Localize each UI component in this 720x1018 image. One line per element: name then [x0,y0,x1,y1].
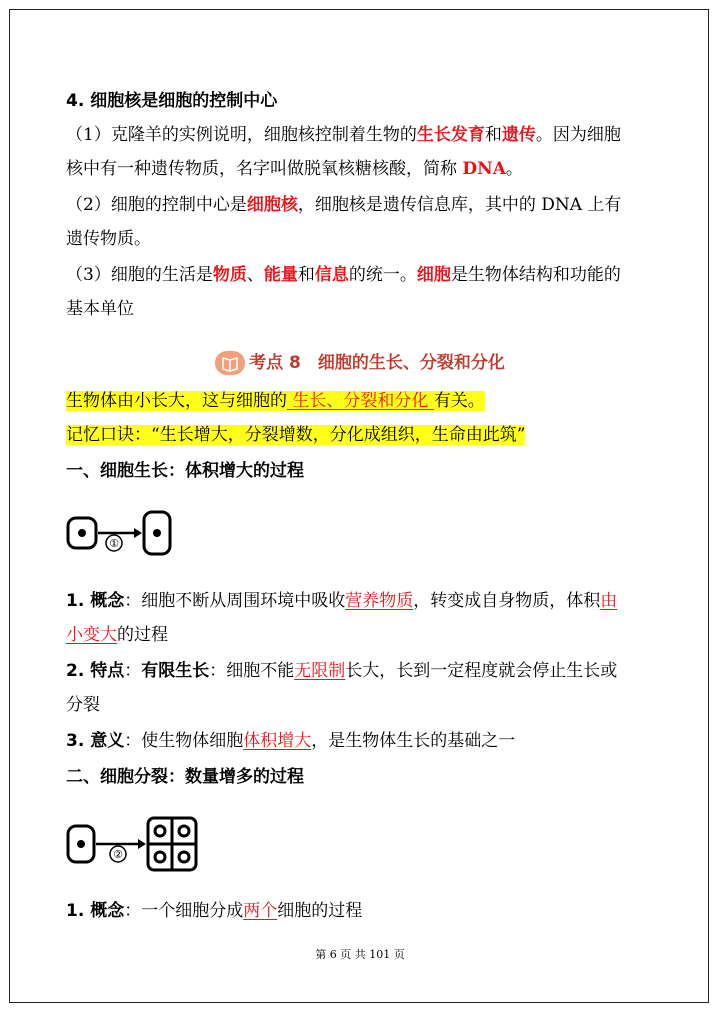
nucleus [155,826,165,836]
text: 有关。 [433,391,485,411]
label: 有限生长 [141,661,210,681]
text: ：一个细胞分成 [124,901,244,921]
item4-p2-line2: 遗传物质。 [66,229,151,249]
arrow-head [138,839,146,849]
underlined-answer: 体积增大 [243,731,312,751]
text: （2）细胞的控制中心是 [66,195,247,215]
kaodian-title-text: 考点 8 细胞的生长、分裂和分化 [249,353,505,373]
text: 。因为细胞 [535,125,621,145]
growth-heading: 一、细胞生长：体积增大的过程 [66,461,304,481]
item4-p1-line2 [66,158,523,180]
arrow-head [134,528,142,538]
highlight-line2 [66,424,525,446]
item4-p1-line1 [66,124,621,146]
text: ，是生物体生长的基础之一 [311,731,516,751]
text: 长大，长到一定程度就会停止生长或 [345,661,618,681]
division-heading: 二、细胞分裂：数量增多的过程 [66,767,304,787]
text: ：使生物体细胞 [124,731,244,751]
cell-growth-diagram [66,498,176,576]
text: 是生物体结构和功能的 [450,265,621,285]
text: ：细胞不能 [209,661,295,681]
division-concept [66,900,362,922]
kaodian-title [0,348,720,375]
keyword: 遗传 [501,125,536,145]
underlined-answer: 两个 [243,901,278,921]
cell-division-diagram [66,804,206,888]
mnemonic-text: 记忆口诀：“生长增大，分裂增数，分化成组织，生命由此筑” [66,425,526,445]
text: ： [124,661,142,681]
keyword: 物质 [212,265,247,285]
text: ，转变成自身物质，体积 [413,591,601,611]
label: 1. 概念 [66,901,125,921]
growth-concept-line2 [66,624,168,646]
keyword: 能量 [263,265,298,285]
keyword: 生长发育 [416,125,485,145]
underlined-answer: 营养物质 [345,591,414,611]
text: 生物体由小长大，这与细胞的 [66,391,287,411]
highlight-line1 [66,390,485,412]
underlined-answer: 生长、分裂和分化 [287,391,434,411]
item4-title: 4. 细胞核是细胞的控制中心 [66,91,278,111]
keyword: DNA [462,159,506,179]
step-label: ② [113,848,123,861]
keyword: 信息 [314,265,349,285]
label: 1. 概念 [66,591,125,611]
growth-concept-line1 [66,590,617,612]
text: ：细胞不断从周围环境中吸收 [124,591,346,611]
item4-p3-line1 [66,264,621,286]
text: 和 [484,125,502,145]
item4-p3-line2: 基本单位 [66,299,134,319]
text: ，细胞核是遗传信息库，其中的 DNA 上有 [297,195,622,215]
nucleus [179,826,189,836]
nucleus [78,529,86,537]
nucleus [153,529,161,537]
text: 的过程 [117,625,168,645]
text: 细胞的过程 [277,901,363,921]
nucleus [179,852,189,862]
growth-feature-line1 [66,660,617,682]
keyword: 细胞 [416,265,451,285]
text: 和 [297,265,315,285]
growth-feature-line2: 分裂 [66,695,100,715]
label: 3. 意义 [66,731,125,751]
book-icon [215,351,245,375]
underlined-answer: 无限制 [294,661,346,681]
keyword: 细胞核 [246,195,298,215]
item4-p2-line1 [66,194,621,216]
underlined-answer: 由 [600,591,618,611]
text: 核中有一种遗传物质，名字叫做脱氧核糖核酸，简称 [66,159,463,179]
text: （3）细胞的生活是 [66,265,213,285]
underlined-answer: 小变大 [66,625,117,645]
step-label: ① [109,537,119,550]
label: 2. 特点 [66,661,125,681]
hl-segment [66,391,485,411]
page-footer: 第 6 页 共 101 页 [315,948,405,961]
text: 。 [505,159,523,179]
growth-meaning [66,730,515,752]
nucleus [77,840,85,848]
nucleus [155,852,165,862]
text: 的统一。 [348,265,417,285]
text: （1）克隆羊的实例说明，细胞核控制着生物的 [66,125,417,145]
text: 、 [246,265,264,285]
